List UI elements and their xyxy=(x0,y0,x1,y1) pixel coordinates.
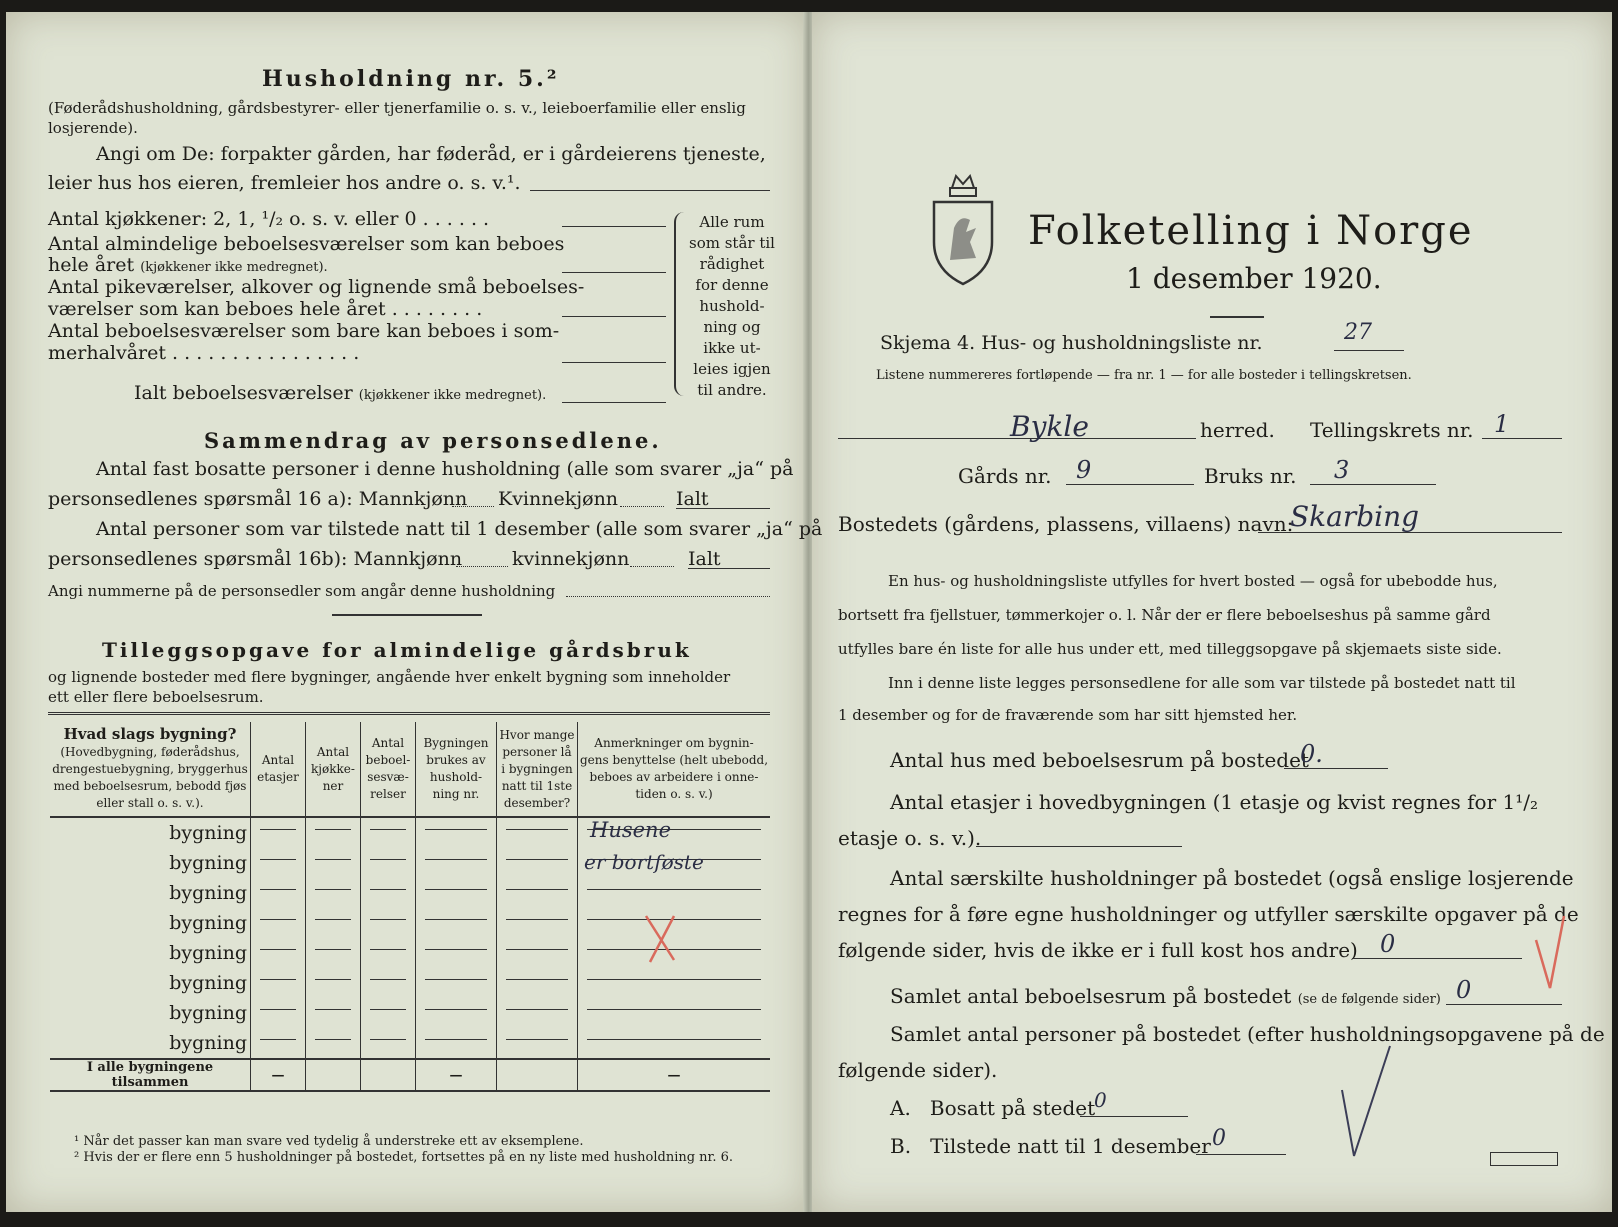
ordinary-rooms-answer-line xyxy=(562,272,666,273)
resident-answer-line xyxy=(1080,1116,1188,1117)
total-rooms-right-line xyxy=(1446,1004,1562,1005)
houses-value: 0. xyxy=(1300,740,1323,768)
schema-answer-line xyxy=(1334,350,1404,351)
present-male-line xyxy=(456,566,508,567)
households-label-2: regnes for å føre egne husholdninger og utfyller særskilte opgaver på de xyxy=(838,902,1579,926)
summary-male-line xyxy=(452,506,494,507)
present-label: B. Tilstede natt til 1 desember xyxy=(890,1134,1211,1158)
gards-answer-line xyxy=(1066,484,1194,485)
houses-label: Antal hus med beboelsesrum på bostedet xyxy=(890,748,1309,772)
supplement-line-2: ett eller flere beboelsesrum. xyxy=(48,688,264,706)
bosted-value: Skarbing xyxy=(1290,500,1420,533)
summary-line-5: Angi nummerne på de personsedler som angår denne husholdning xyxy=(48,582,556,600)
angi-answer-line xyxy=(530,190,770,191)
angi-line-1: Angi om De: forpakter gården, har føderåd, er i gårdeierens tjeneste, xyxy=(96,143,766,165)
info-line-4: Inn i denne liste legges personsedlene for alle som var tilstede på bostedet natt til xyxy=(888,674,1516,692)
total-label: I alle bygningene tilsammen xyxy=(50,1059,251,1091)
total-rooms-label-right: Samlet antal beboelsesrum på bostedet (se de følgende sider) xyxy=(890,984,1441,1008)
floors-label-2: etasje o. s. v.). xyxy=(838,826,982,850)
ordinary-rooms-label-2: hele året (kjøkkener ikke medregnet). xyxy=(48,254,328,276)
red-cross-mark xyxy=(640,910,682,968)
angi-line-2: leier hus hos eieren, fremleier hos andre o. s. v.¹. xyxy=(48,172,521,194)
col-rooms: Antal beboel-sesvæ-relser xyxy=(361,722,416,817)
households-answer-line xyxy=(1352,958,1522,959)
table-row: bygning er bortføste xyxy=(50,848,770,878)
summary-line-2a: personsedlenes spørsmål 16 a): Mannkjønn xyxy=(48,488,468,510)
summary-line-4a: personsedlenes spørsmål 16b): Mannkjønn xyxy=(48,548,463,570)
col-kitchens: Antal kjøkke-ner xyxy=(306,722,361,817)
supplement-title: Tilleggsopgave for almindelige gårdsbruk xyxy=(102,638,692,662)
footnote-1: ¹ Når det passer kan man svare ved tydelig å understreke ett av eksemplene. xyxy=(74,1134,584,1149)
small-rooms-answer-line xyxy=(562,316,666,317)
floors-label-1: Antal etasjer i hovedbygningen (1 etasje og kvist regnes for 1¹/₂ xyxy=(890,790,1539,814)
col-floors: Antal etasjer xyxy=(251,722,306,817)
title-divider xyxy=(1210,316,1264,318)
table-row: bygning xyxy=(50,998,770,1028)
households-label-3: følgende sider, hvis de ikke er i full kost hos andre) xyxy=(838,938,1358,962)
present-total-line xyxy=(688,568,770,569)
footnote-2: ² Hvis der er flere enn 5 husholdninger på bostedet, fortsettes på en ny liste med husholdning nr. 6. xyxy=(74,1150,734,1165)
summary-total-line xyxy=(676,508,770,509)
col-remarks: Anmerkninger om bygnin-gens benyttelse (helt ubebodd, beboes av arbeidere i onne-tiden o. s. v.) xyxy=(578,722,771,817)
resident-value: 0 xyxy=(1094,1088,1107,1112)
households-label-1: Antal særskilte husholdninger på bostedet (også enslige losjerende xyxy=(890,866,1574,890)
small-rooms-label-1: Antal pikeværelser, alkover og lignende små beboelses- xyxy=(48,276,585,298)
small-rooms-label-2: værelser som kan beboes hele året . . . . . . . . xyxy=(48,298,483,320)
present-answer-line xyxy=(1196,1154,1286,1155)
col-household-no: Bygningen brukes av hushold-ning nr. xyxy=(416,722,497,817)
remark-handwritten-2: er bortføste xyxy=(584,850,704,874)
census-title: Folketelling i Norge xyxy=(1028,208,1474,254)
table-top-rule xyxy=(48,712,770,715)
table-row: bygning xyxy=(50,878,770,908)
summary-line-3: Antal personer som var tilstede natt til 1 desember (alle som svarer „ja“ på xyxy=(96,518,823,540)
bruks-value: 3 xyxy=(1334,456,1350,484)
herred-value: Bykle xyxy=(1010,410,1089,443)
section-divider xyxy=(332,614,482,616)
total-persons-label-2: følgende sider). xyxy=(838,1058,998,1082)
summer-rooms-label-1: Antal beboelsesværelser som bare kan beboes i som- xyxy=(48,320,560,342)
summary-line-2b: Kvinnekjønn xyxy=(498,488,619,510)
household-note: (Føderådshusholdning, gårdsbestyrer- eller tjenerfamilie o. s. v., leieboerfamilie eller enslig losjerende). xyxy=(48,99,746,137)
col-building-type: Hvad slags bygning? (Hovedbygning, føderådshus, drengestuebygning, bryggerhus med beboelsesrum, bebodd fjøs eller stall o. s. v.). xyxy=(50,722,251,817)
households-value: 0 xyxy=(1380,930,1396,958)
present-female-line xyxy=(630,566,674,567)
coat-of-arms-icon xyxy=(930,170,996,288)
building-table-header xyxy=(50,722,770,817)
total-household: — xyxy=(416,1059,497,1091)
floors-answer-line xyxy=(976,846,1182,847)
schema-label: Skjema 4. Hus- og husholdningsliste nr. xyxy=(880,332,1263,354)
gards-value: 9 xyxy=(1076,456,1092,484)
bruks-label: Bruks nr. xyxy=(1204,464,1297,488)
total-remarks: — xyxy=(578,1059,771,1091)
district-label: Tellingskrets nr. xyxy=(1310,418,1474,442)
resident-label: A. Bosatt på stedet xyxy=(890,1096,1096,1120)
info-line-3: utfylles bare én liste for alle hus under ett, med tilleggsopgave på skjemaets siste side. xyxy=(838,640,1502,658)
kitchens-label: Antal kjøkkener: 2, 1, ¹/₂ o. s. v. eller 0 . . . . . . xyxy=(48,208,490,230)
summer-rooms-label-2: merhalvåret . . . . . . . . . . . . . . . . xyxy=(48,342,360,364)
printer-stamp xyxy=(1490,1152,1558,1166)
bosted-label: Bostedets (gårdens, plassens, villaens) navn: xyxy=(838,512,1294,536)
info-line-5: 1 desember og for de fraværende som har sitt hjemsted her. xyxy=(838,706,1298,724)
red-check-mark xyxy=(1532,910,1568,992)
table-row: bygning xyxy=(50,968,770,998)
total-rooms-answer-line xyxy=(562,402,666,403)
present-value: 0 xyxy=(1212,1126,1226,1151)
bruks-answer-line xyxy=(1310,484,1436,485)
summary-line-2c: Ialt xyxy=(676,488,709,510)
household-title: Husholdning nr. 5.² xyxy=(262,66,560,92)
table-row: bygning xyxy=(50,1028,770,1059)
info-line-1: En hus- og husholdningsliste utfylles for hvert bosted — også for ubebodde hus, xyxy=(888,572,1498,590)
brace-note: Alle rum som står til rådighet for denne hushold- ning og ikke ut- leies igjen til andre. xyxy=(689,213,775,399)
kitchens-answer-line xyxy=(562,226,666,227)
table-row: bygning xyxy=(50,938,770,968)
pencil-check-mark xyxy=(1336,1040,1396,1160)
district-answer-line xyxy=(1482,438,1562,439)
table-total-row xyxy=(50,1059,770,1091)
summary-line-1: Antal fast bosatte personer i denne husholdning (alle som svarer „ja“ på xyxy=(96,458,794,480)
district-value: 1 xyxy=(1494,410,1510,438)
summary-line-4b: kvinnekjønn xyxy=(512,548,630,570)
schema-number: 27 xyxy=(1344,320,1372,345)
summary-female-line xyxy=(620,506,664,507)
supplement-line-1: og lignende bosteder med flere bygninger, angående hver enkelt bygning som inneholder xyxy=(48,668,731,686)
table-row: bygning Husene xyxy=(50,817,770,848)
ordinary-rooms-label-1: Antal almindelige beboelsesværelser som kan beboes xyxy=(48,233,565,255)
total-floors: — xyxy=(251,1059,306,1091)
census-date: 1 desember 1920. xyxy=(1126,262,1382,295)
total-persons-label-1: Samlet antal personer på bostedet (efter husholdningsopgavene på de xyxy=(890,1022,1605,1046)
building-table xyxy=(50,722,770,1092)
summary-line-4c: Ialt xyxy=(688,548,721,570)
summary-title: Sammendrag av personsedlene. xyxy=(204,428,662,453)
gards-label: Gårds nr. xyxy=(958,464,1052,488)
numbering-note: Listene nummereres fortløpende — fra nr. 1 — for alle bosteder i tellingskretsen. xyxy=(876,368,1412,383)
col-persons: Hvor mange personer lå i bygningen natt til 1ste desember? xyxy=(497,722,578,817)
summer-rooms-answer-line xyxy=(562,362,666,363)
info-line-2: bortsett fra fjellstuer, tømmerkojer o. l. Når der er flere beboelseshus på samme gård xyxy=(838,606,1491,624)
total-rooms-label: Ialt beboelsesværelser (kjøkkener ikke medregnet). xyxy=(134,382,547,404)
remark-handwritten-1: Husene xyxy=(590,818,671,842)
herred-label: herred. xyxy=(1200,418,1275,442)
houses-answer-line xyxy=(1284,768,1388,769)
total-rooms-value: 0 xyxy=(1456,976,1472,1004)
table-row: bygning xyxy=(50,908,770,938)
person-numbers-line xyxy=(566,596,770,597)
